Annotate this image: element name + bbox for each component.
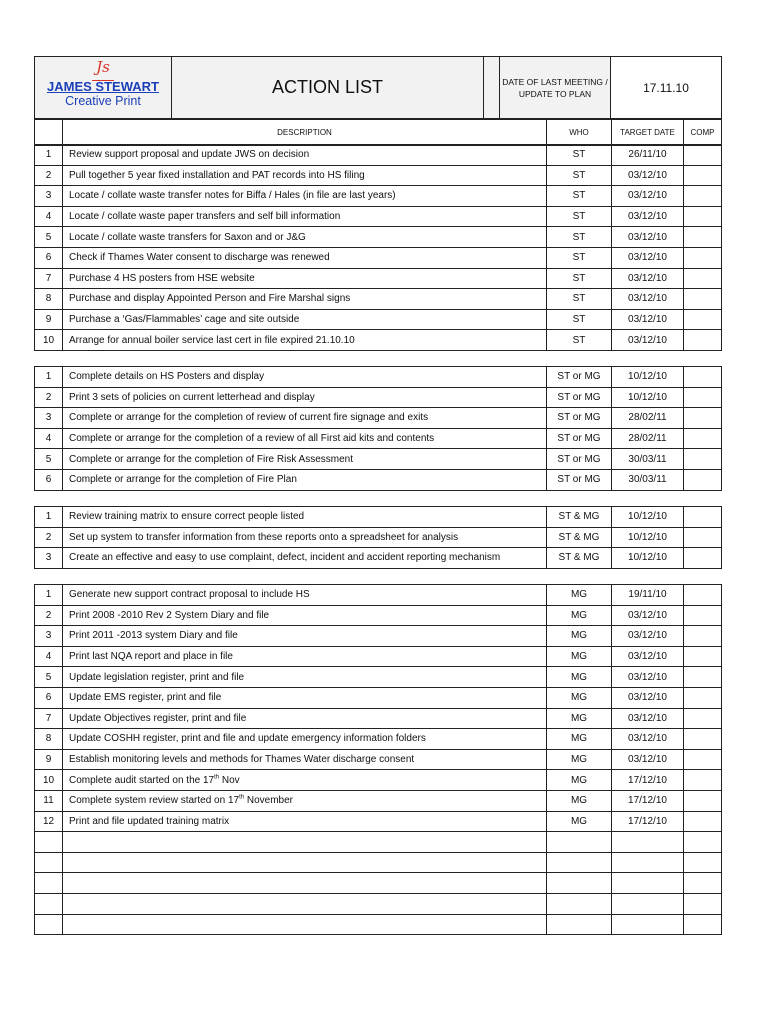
row-who: ST <box>547 227 612 248</box>
row-comp <box>684 268 722 289</box>
row-who: ST or MG <box>547 387 612 408</box>
header-spacer <box>484 57 500 119</box>
column-header-table <box>34 119 722 146</box>
table-row <box>35 247 722 268</box>
row-who <box>547 873 612 894</box>
row-target-date: 03/12/10 <box>612 227 684 248</box>
row-target-date: 03/12/10 <box>612 646 684 667</box>
row-target-date: 03/12/10 <box>612 309 684 330</box>
row-target-date: 17/12/10 <box>612 770 684 791</box>
row-who: ST or MG <box>547 367 612 388</box>
row-who <box>547 914 612 935</box>
ordinal-suffix: th <box>239 794 245 801</box>
row-target-date: 03/12/10 <box>612 667 684 688</box>
table-row <box>35 729 722 750</box>
row-who: ST <box>547 289 612 310</box>
row-comp <box>684 873 722 894</box>
row-comp <box>684 626 722 647</box>
row-who: ST <box>547 165 612 186</box>
row-who: MG <box>547 708 612 729</box>
table-row <box>35 667 722 688</box>
table-row <box>35 749 722 770</box>
row-description: Complete or arrange for the completion of Fire Plan <box>63 469 547 490</box>
row-description <box>63 770 547 791</box>
row-description: Complete or arrange for the completion of review of current fire signage and exits <box>63 408 547 429</box>
table-row <box>35 687 722 708</box>
table-row <box>35 548 722 569</box>
row-comp <box>684 367 722 388</box>
row-comp <box>684 227 722 248</box>
row-who: MG <box>547 729 612 750</box>
row-target-date: 28/02/11 <box>612 428 684 449</box>
table-row <box>35 428 722 449</box>
row-comp <box>684 247 722 268</box>
row-comp <box>684 708 722 729</box>
row-target-date: 30/03/11 <box>612 469 684 490</box>
row-target-date: 10/12/10 <box>612 527 684 548</box>
row-who: MG <box>547 790 612 811</box>
action-group-table <box>34 144 722 351</box>
row-number: 10 <box>35 770 63 791</box>
row-number: 6 <box>35 469 63 490</box>
row-description: Print 3 sets of policies on current letterhead and display <box>63 387 547 408</box>
row-number: 1 <box>35 145 63 166</box>
row-comp <box>684 330 722 351</box>
table-row <box>35 367 722 388</box>
row-target-date: 03/12/10 <box>612 206 684 227</box>
row-target-date: 03/12/10 <box>612 708 684 729</box>
row-comp <box>684 893 722 914</box>
row-comp <box>684 165 722 186</box>
row-number: 10 <box>35 330 63 351</box>
row-number: 3 <box>35 186 63 207</box>
table-row <box>35 309 722 330</box>
row-who: ST & MG <box>547 548 612 569</box>
row-comp <box>684 852 722 873</box>
row-number: 4 <box>35 428 63 449</box>
row-comp <box>684 387 722 408</box>
row-who: MG <box>547 770 612 791</box>
row-target-date: 10/12/10 <box>612 367 684 388</box>
page-title: ACTION LIST <box>172 57 484 119</box>
row-description: Update legislation register, print and file <box>63 667 547 688</box>
row-description: Purchase 4 HS posters from HSE website <box>63 268 547 289</box>
row-number <box>35 893 63 914</box>
table-row <box>35 227 722 248</box>
row-who: ST or MG <box>547 428 612 449</box>
row-target-date: 28/02/11 <box>612 408 684 429</box>
col-description-header: DESCRIPTION <box>63 120 547 146</box>
row-comp <box>684 646 722 667</box>
row-number: 12 <box>35 811 63 832</box>
row-description: Update Objectives register, print and file <box>63 708 547 729</box>
row-description: Locate / collate waste transfer notes for Biffa / Hales (in file are last years) <box>63 186 547 207</box>
row-number: 1 <box>35 507 63 528</box>
row-who: MG <box>547 585 612 606</box>
row-target-date <box>612 873 684 894</box>
row-description: Generate new support contract proposal to include HS <box>63 585 547 606</box>
row-target-date: 10/12/10 <box>612 387 684 408</box>
table-row <box>35 268 722 289</box>
row-target-date: 10/12/10 <box>612 548 684 569</box>
row-number: 7 <box>35 708 63 729</box>
description-text-after: Nov <box>219 774 240 786</box>
company-name: JAMES STEWART <box>47 79 159 94</box>
row-number: 2 <box>35 527 63 548</box>
table-row <box>35 790 722 811</box>
table-row <box>35 626 722 647</box>
date-label: DATE OF LAST MEETING / UPDATE TO PLAN <box>500 57 611 119</box>
action-group-table <box>34 366 722 491</box>
row-who: MG <box>547 605 612 626</box>
row-who: MG <box>547 811 612 832</box>
row-number: 2 <box>35 387 63 408</box>
row-who: ST or MG <box>547 449 612 470</box>
row-comp <box>684 145 722 166</box>
row-comp <box>684 309 722 330</box>
row-comp <box>684 548 722 569</box>
row-target-date: 03/12/10 <box>612 247 684 268</box>
row-description <box>63 852 547 873</box>
table-row <box>35 914 722 935</box>
row-target-date: 03/12/10 <box>612 165 684 186</box>
row-description: Pull together 5 year fixed installation and PAT records into HS filing <box>63 165 547 186</box>
col-target-date-header: TARGET DATE <box>612 120 684 146</box>
row-comp <box>684 507 722 528</box>
row-comp <box>684 449 722 470</box>
company-logo <box>35 57 172 119</box>
row-who: MG <box>547 626 612 647</box>
table-row <box>35 145 722 166</box>
row-description: Complete details on HS Posters and display <box>63 367 547 388</box>
row-description: Review training matrix to ensure correct people listed <box>63 507 547 528</box>
row-who <box>547 832 612 853</box>
row-number: 7 <box>35 268 63 289</box>
row-comp <box>684 770 722 791</box>
table-row <box>35 330 722 351</box>
row-who: MG <box>547 749 612 770</box>
row-number: 6 <box>35 687 63 708</box>
row-number: 5 <box>35 449 63 470</box>
col-num-header <box>35 120 63 146</box>
table-row <box>35 206 722 227</box>
row-description: Print 2011 -2013 system Diary and file <box>63 626 547 647</box>
row-target-date: 03/12/10 <box>612 626 684 647</box>
row-description: Purchase a ‘Gas/Flammables’ cage and site outside <box>63 309 547 330</box>
table-row <box>35 811 722 832</box>
row-description: Establish monitoring levels and methods for Thames Water discharge consent <box>63 749 547 770</box>
row-comp <box>684 749 722 770</box>
row-number: 6 <box>35 247 63 268</box>
row-who: ST & MG <box>547 527 612 548</box>
row-description <box>63 873 547 894</box>
row-comp <box>684 687 722 708</box>
table-row <box>35 873 722 894</box>
ordinal-suffix: th <box>214 774 220 781</box>
row-target-date: 03/12/10 <box>612 605 684 626</box>
row-comp <box>684 585 722 606</box>
table-row <box>35 449 722 470</box>
table-row <box>35 387 722 408</box>
row-description: Purchase and display Appointed Person and Fire Marshal signs <box>63 289 547 310</box>
table-row <box>35 770 722 791</box>
row-number: 4 <box>35 206 63 227</box>
row-description <box>63 790 547 811</box>
row-target-date: 03/12/10 <box>612 186 684 207</box>
header-table <box>34 56 722 119</box>
table-row <box>35 605 722 626</box>
row-description <box>63 832 547 853</box>
row-number <box>35 914 63 935</box>
row-target-date: 03/12/10 <box>612 330 684 351</box>
table-row <box>35 289 722 310</box>
row-who: ST <box>547 206 612 227</box>
row-description: Complete or arrange for the completion of a review of all First aid kits and contents <box>63 428 547 449</box>
row-target-date: 03/12/10 <box>612 749 684 770</box>
col-comp-header: COMP <box>684 120 722 146</box>
row-number: 3 <box>35 548 63 569</box>
row-who: ST <box>547 186 612 207</box>
row-who <box>547 852 612 873</box>
row-target-date <box>612 832 684 853</box>
table-row <box>35 527 722 548</box>
row-number: 5 <box>35 667 63 688</box>
row-comp <box>684 469 722 490</box>
row-number: 9 <box>35 309 63 330</box>
row-comp <box>684 186 722 207</box>
date-value: 17.11.10 <box>611 57 722 119</box>
row-target-date: 30/03/11 <box>612 449 684 470</box>
row-target-date: 10/12/10 <box>612 507 684 528</box>
row-number: 1 <box>35 585 63 606</box>
row-who: ST or MG <box>547 469 612 490</box>
row-number: 5 <box>35 227 63 248</box>
row-number: 8 <box>35 729 63 750</box>
row-description: Locate / collate waste transfers for Saxon and or J&G <box>63 227 547 248</box>
row-comp <box>684 832 722 853</box>
row-number: 8 <box>35 289 63 310</box>
row-who: ST <box>547 309 612 330</box>
row-target-date: 03/12/10 <box>612 687 684 708</box>
table-row <box>35 186 722 207</box>
row-description: Print last NQA report and place in file <box>63 646 547 667</box>
action-group-table <box>34 506 722 569</box>
table-row <box>35 708 722 729</box>
row-description: Complete or arrange for the completion of Fire Risk Assessment <box>63 449 547 470</box>
description-text: Complete system review started on 17 <box>69 795 240 807</box>
row-comp <box>684 605 722 626</box>
row-comp <box>684 408 722 429</box>
row-who: MG <box>547 687 612 708</box>
table-row <box>35 165 722 186</box>
table-row <box>35 408 722 429</box>
col-who-header: WHO <box>547 120 612 146</box>
table-row <box>35 507 722 528</box>
row-target-date: 03/12/10 <box>612 729 684 750</box>
row-who: ST <box>547 247 612 268</box>
row-number <box>35 852 63 873</box>
row-number: 4 <box>35 646 63 667</box>
row-number: 11 <box>35 790 63 811</box>
row-description <box>63 914 547 935</box>
table-row <box>35 469 722 490</box>
row-target-date <box>612 852 684 873</box>
table-row <box>35 832 722 853</box>
description-text-after: November <box>244 795 293 807</box>
row-number: 2 <box>35 165 63 186</box>
row-comp <box>684 914 722 935</box>
row-number: 2 <box>35 605 63 626</box>
row-description: Check if Thames Water consent to discharge was renewed <box>63 247 547 268</box>
row-description: Set up system to transfer information from these reports onto a spreadsheet for analysis <box>63 527 547 548</box>
table-row <box>35 646 722 667</box>
action-group-table <box>34 584 722 935</box>
row-comp <box>684 811 722 832</box>
row-comp <box>684 790 722 811</box>
row-number <box>35 832 63 853</box>
row-target-date: 03/12/10 <box>612 289 684 310</box>
row-description: Update COSHH register, print and file and update emergency information folders <box>63 729 547 750</box>
row-who: MG <box>547 646 612 667</box>
row-who: MG <box>547 667 612 688</box>
description-text: Complete audit started on the 17 <box>69 774 215 786</box>
row-target-date <box>612 893 684 914</box>
row-description: Locate / collate waste paper transfers and self bill information <box>63 206 547 227</box>
logo-mark: Js <box>35 60 171 81</box>
row-description: Update EMS register, print and file <box>63 687 547 708</box>
row-comp <box>684 667 722 688</box>
row-description: Arrange for annual boiler service last cert in file expired 21.10.10 <box>63 330 547 351</box>
table-row <box>35 893 722 914</box>
row-number <box>35 873 63 894</box>
row-description: Print 2008 -2010 Rev 2 System Diary and file <box>63 605 547 626</box>
row-description: Review support proposal and update JWS on decision <box>63 145 547 166</box>
row-number: 3 <box>35 408 63 429</box>
table-row <box>35 585 722 606</box>
row-who: ST & MG <box>547 507 612 528</box>
row-target-date: 17/12/10 <box>612 790 684 811</box>
row-who: ST or MG <box>547 408 612 429</box>
row-target-date: 19/11/10 <box>612 585 684 606</box>
table-row <box>35 852 722 873</box>
row-who: ST <box>547 145 612 166</box>
row-description: Print and file updated training matrix <box>63 811 547 832</box>
row-number: 9 <box>35 749 63 770</box>
row-who <box>547 893 612 914</box>
row-target-date: 17/12/10 <box>612 811 684 832</box>
row-description: Create an effective and easy to use complaint, defect, incident and accident reporting mechanism <box>63 548 547 569</box>
company-subtitle: Creative Print <box>65 94 141 108</box>
row-target-date: 26/11/10 <box>612 145 684 166</box>
row-comp <box>684 206 722 227</box>
row-comp <box>684 729 722 750</box>
row-comp <box>684 289 722 310</box>
row-comp <box>684 527 722 548</box>
row-description <box>63 893 547 914</box>
row-who: ST <box>547 330 612 351</box>
row-target-date: 03/12/10 <box>612 268 684 289</box>
row-target-date <box>612 914 684 935</box>
row-who: ST <box>547 268 612 289</box>
row-number: 3 <box>35 626 63 647</box>
row-number: 1 <box>35 367 63 388</box>
row-comp <box>684 428 722 449</box>
